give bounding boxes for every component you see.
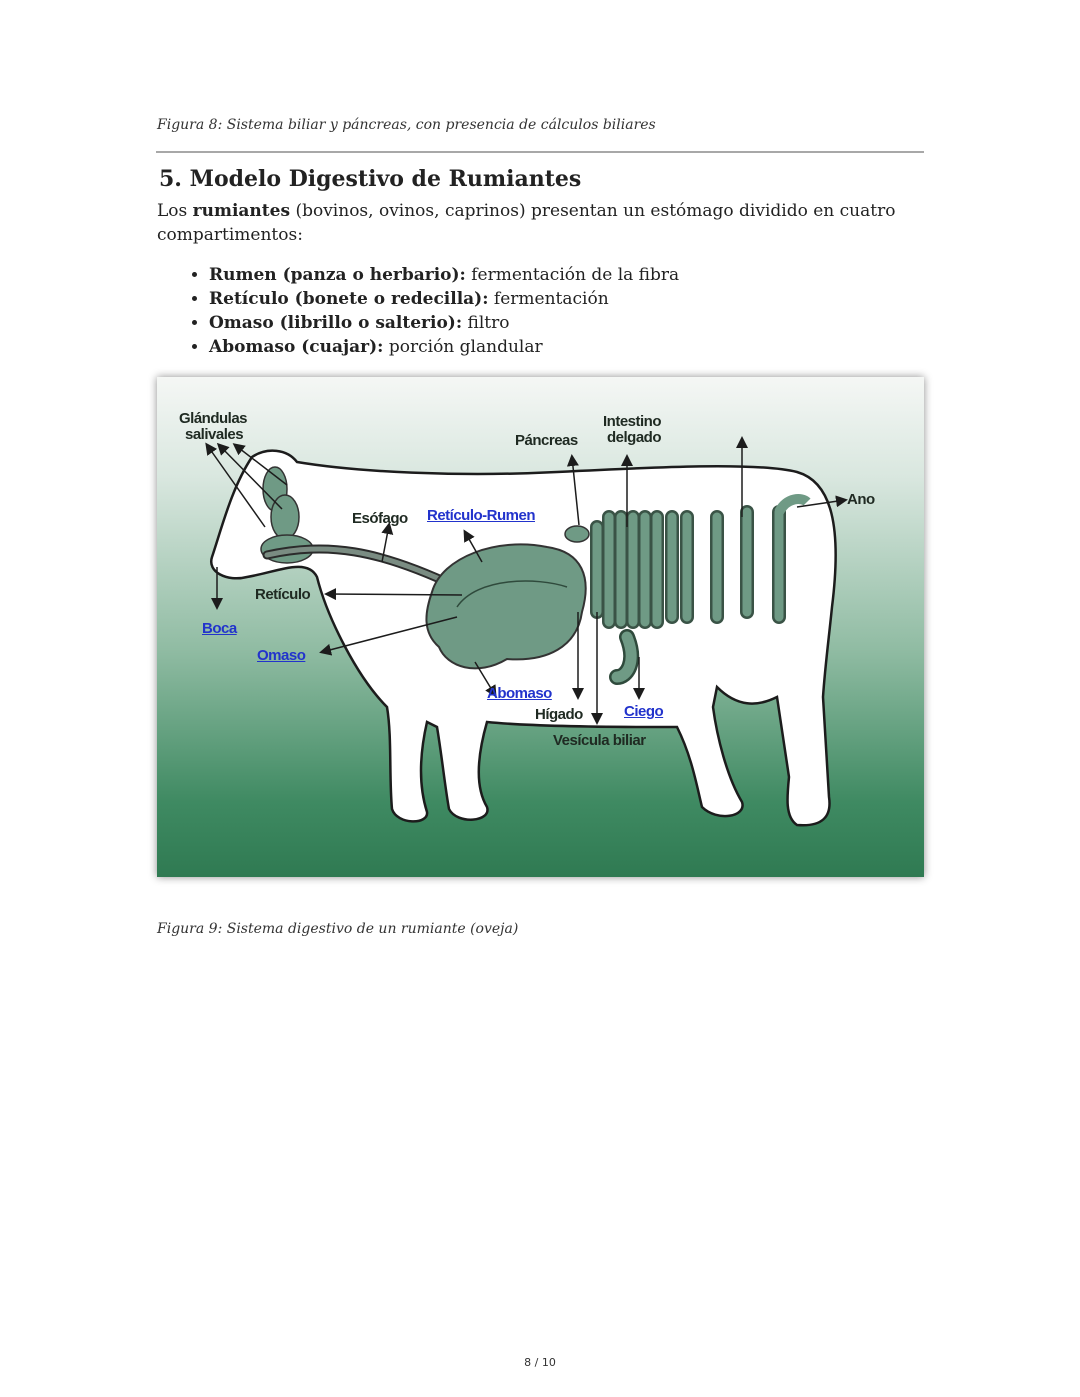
label-delgado: delgado (607, 429, 662, 446)
page-number: 8 / 10 (524, 1356, 556, 1369)
label-salivales: salivales (185, 426, 244, 443)
label-esofago: Esófago (352, 510, 408, 527)
stomach-compartments-list (157, 263, 679, 359)
list-item-desc: fermentación de la fibra (465, 265, 680, 285)
label-pancreas: Páncreas (515, 432, 578, 449)
section-divider (156, 151, 924, 153)
sheep-illustration (157, 377, 924, 877)
intro-text-rest: (bovinos, ovinos, caprinos) presentan un estómago dividido en cuatro compartimentos: (157, 201, 896, 245)
previous-figure-caption: Figura 8: Sistema biliar y páncreas, con presencia de cálculos biliares (157, 117, 656, 133)
list-item (209, 287, 679, 311)
figure-caption: Figura 9: Sistema digestivo de un rumiante (oveja) (157, 921, 519, 937)
list-item (209, 311, 679, 335)
label-intestino: Intestino (603, 413, 661, 430)
link-ciego[interactable]: Ciego (624, 703, 664, 720)
list-item-desc: fermentación (488, 289, 609, 309)
link-omaso[interactable]: Omaso (257, 647, 306, 664)
label-glandulas: Glándulas (179, 410, 248, 427)
list-item-term: Retículo (bonete o redecilla): (209, 289, 489, 309)
list-item-term: Rumen (panza o herbario): (209, 265, 466, 285)
list-item (209, 263, 679, 287)
list-item-desc: filtro (462, 313, 510, 333)
list-item-desc: porción glandular (383, 337, 543, 357)
intro-paragraph (157, 199, 897, 247)
list-item-term: Omaso (librillo o salterio): (209, 313, 463, 333)
section-title: 5. Modelo Digestivo de Rumiantes (159, 166, 582, 192)
ruminant-digestive-diagram (157, 377, 924, 877)
link-reticulo-rumen[interactable]: Retículo-Rumen (427, 507, 536, 524)
label-vesicula-biliar: Vesícula biliar (553, 732, 646, 749)
list-item-term: Abomaso (cuajar): (209, 337, 384, 357)
intro-text: Los (157, 201, 193, 221)
link-boca[interactable]: Boca (202, 620, 237, 637)
label-ano: Ano (847, 491, 875, 508)
intro-bold-term: rumiantes (192, 201, 291, 221)
label-higado: Hígado (535, 706, 583, 723)
link-abomaso[interactable]: Abomaso (487, 685, 552, 702)
list-item (209, 335, 679, 359)
label-reticulo: Retículo (255, 586, 311, 603)
